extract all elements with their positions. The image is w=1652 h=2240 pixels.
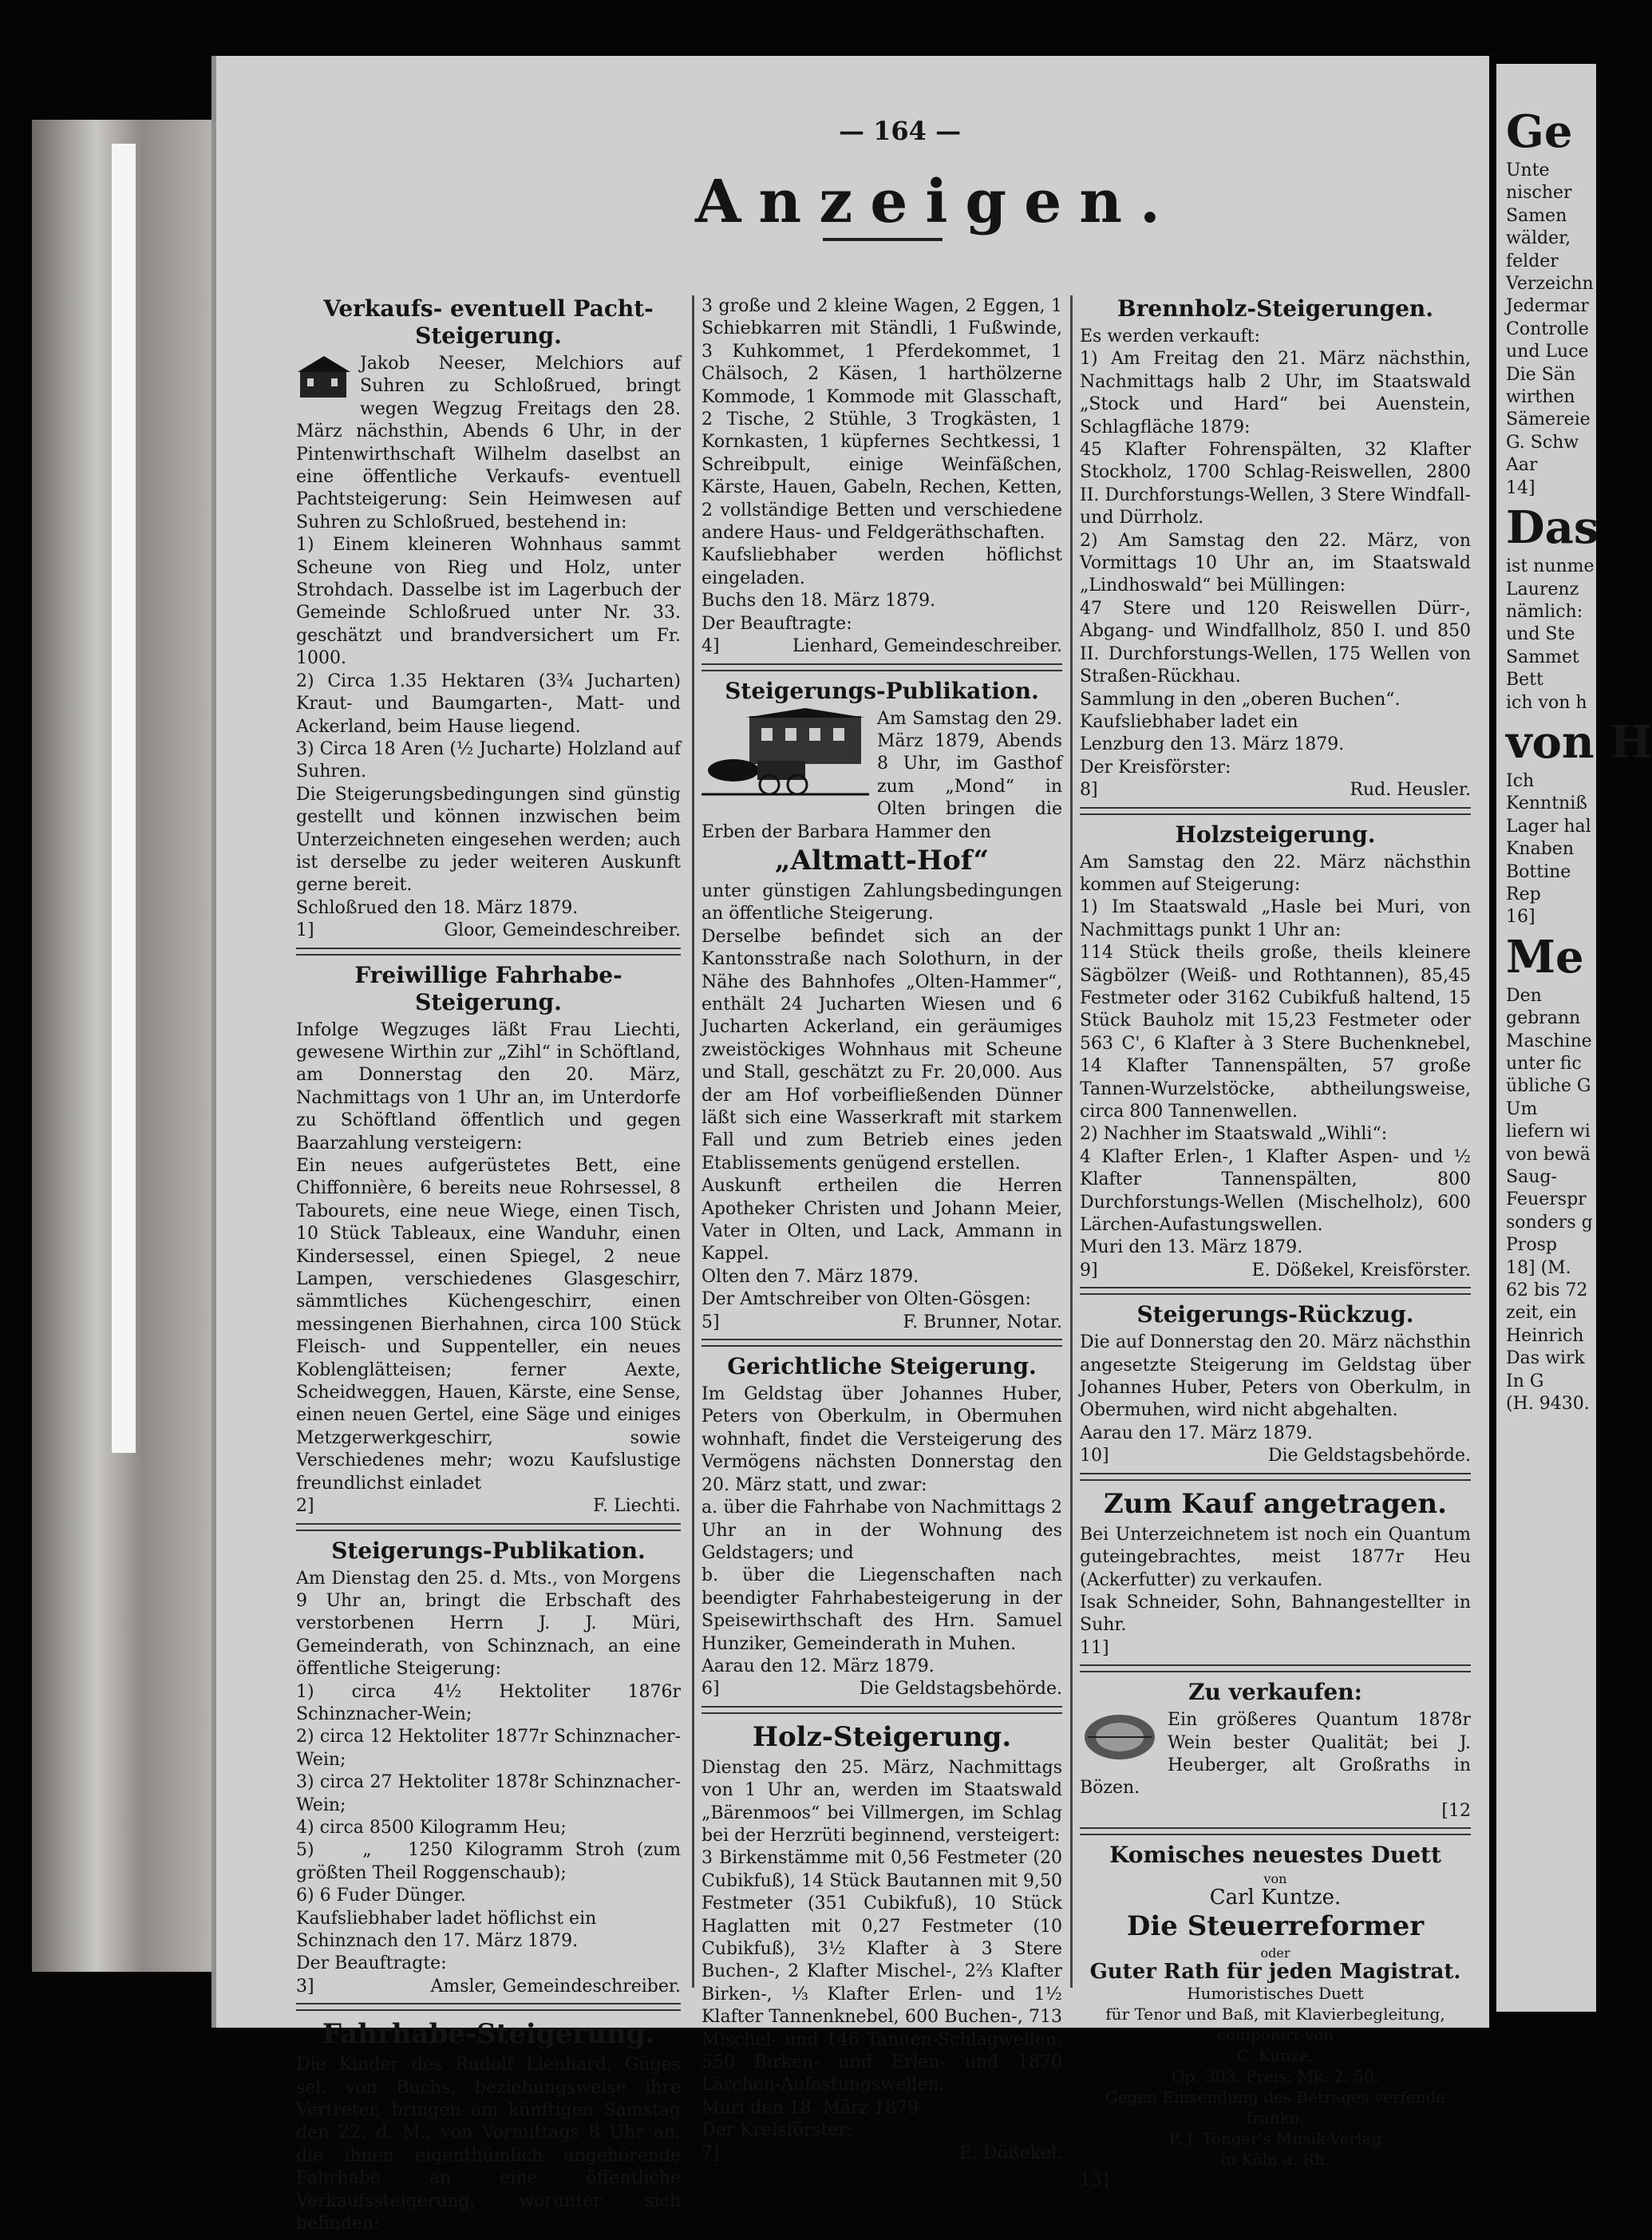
ad-gerichtliche-steigerung <box>702 1353 1062 1714</box>
ad-title: Steigerungs-Rückzug. <box>1136 1301 1414 1328</box>
next-page-fragment: Aar <box>1506 455 1538 476</box>
ad-number: 13] <box>1080 2170 1109 2191</box>
next-page-fragment: wälder, <box>1506 228 1571 249</box>
ad-signature: Die Geldstagsbehörde. <box>1267 1446 1471 1466</box>
ad-title: Gerichtliche Steigerung. <box>727 1353 1037 1380</box>
ad-number: [12 <box>1441 1800 1471 1821</box>
ad-zu-verkaufen <box>1080 1679 1476 1835</box>
ad-signature: F. Brunner, Notar. <box>903 1312 1062 1332</box>
title-underline <box>823 238 943 241</box>
next-page-fragment: In G <box>1506 1371 1544 1391</box>
next-page-fragment: Me <box>1506 930 1584 983</box>
next-page-fragment: übliche G <box>1506 1076 1591 1097</box>
next-page-fragment: wirthen <box>1506 387 1575 408</box>
ad-number: 5] <box>702 1312 720 1332</box>
ad-signature: Gloor, Gemeindeschreiber. <box>444 920 681 941</box>
next-page-fragment: nischer <box>1506 183 1572 204</box>
next-page-fragment: (H. 9430. <box>1506 1394 1590 1415</box>
column-2 <box>702 295 1068 2170</box>
ad-von: von <box>1263 1871 1287 1887</box>
ad-signature: Rud. Heusler. <box>1350 780 1471 801</box>
ad-body: Die Kinder des Rudolf Lienhard, Güges sel. von Buchs, beziehungsweise ihre Vertreter, bringen am künftigen Samstag den 22. d. M., von Vormittags 8 Uhr an, die ihnen eigenthümlich angehörende Fahrhabe an eine öffentliche Verkaufssteigerung, worunter sich befinden: <box>296 2055 686 2234</box>
ad-separator <box>1080 1287 1471 1295</box>
ad-holz-steigerung <box>702 1720 1062 2165</box>
next-page-fragment: sonders g <box>1506 1212 1593 1233</box>
next-page-fragment: Controlle <box>1506 319 1589 339</box>
next-page-fragment: 14] <box>1506 477 1535 498</box>
next-page-fragment: Das <box>1506 501 1599 555</box>
next-page-fragment: Feuerspr <box>1506 1189 1587 1210</box>
next-page-fragment: und Ste <box>1506 624 1575 645</box>
ad-number: 9] <box>1080 1260 1098 1280</box>
next-page-fragment: ich von h <box>1506 692 1587 713</box>
next-page-fragment: Sammet <box>1506 647 1579 667</box>
ad-number: 7] <box>702 2143 720 2163</box>
ad-separator <box>702 1339 1062 1347</box>
next-page-fragment: Saug- <box>1506 1167 1557 1188</box>
next-page-fragment: 62 bis 72 <box>1506 1280 1588 1301</box>
ad-fahrhabe-steigerung-2 <box>296 2017 686 2235</box>
ad-title: Verkaufs- eventuell Pacht-Steigerung. <box>323 295 654 349</box>
ad-separator <box>1080 807 1471 815</box>
ad-separator <box>1080 1664 1471 1672</box>
next-page-fragment: Laurenz <box>1506 579 1579 600</box>
horse-carriage-vignette-icon <box>702 708 869 796</box>
next-page-fragment: Verzeichn <box>1506 274 1594 295</box>
ad-body: 3 große und 2 kleine Wagen, 2 Eggen, 1 Schiebkarren mit Ständli, 1 Fußwinde, 3 Kuhkommet, 1 Pferdekommet, 1 Chälsoch, 2 Käsen, 1 harthölzerne Kommode, 1 Kommode mit Glasschaft, 2 Tische, 2 Stühle, 3 Trogkästen, 1 Kornkasten, 1 küpfernes Sechtkessi, 1 Schreibpult, einige Weinfäßchen, Kärste, Hauen, Gabeln, Rechen, Ketten, 2 vollständige Betten und verschiedene andere Haus- und Feldgeräthschaften. Kaufsliebhaber werden höflichst eingeladen. Buchs den 18. März 1879. Der Beauftragte: <box>702 296 1062 634</box>
page-number: — 164 — <box>839 116 962 146</box>
ad-title: Holz-Steigerung. <box>752 1720 1012 1753</box>
next-page-fragment: Bett <box>1506 670 1543 691</box>
ad-body: Im Geldstag über Johannes Huber, Peters von Oberkulm, in Obermuhen wohnhaft, findet die Versteigerung des Vermögens nächsten Donnerstag den 20. März statt, und zwar: a. über die Fahrhabe von Nachmittags 2 Uhr an in der Wohnung des Geldstagers; und b. über die Liegenschaften nach beendigter Fahrhabesteigerung in der Speisewirthschaft des Hrn. Samuel Hunziker, Gemeinderath in Muhen. Aarau den 12. März 1879. <box>702 1384 1062 1676</box>
next-page-fragment: Bottine <box>1506 861 1571 882</box>
ad-steigerungs-rueckzug <box>1080 1301 1471 1480</box>
next-page-fragment: 16] <box>1506 907 1535 928</box>
next-page-fragment: liefern wi <box>1506 1122 1591 1142</box>
next-page-fragment: Prosp <box>1506 1235 1557 1256</box>
ad-title: Komisches neuestes Duett <box>1109 1842 1441 1869</box>
ad-body: Am Samstag den 29. März 1879, Abends 8 Uhr, im Gasthof zum „Mond“ in Olten bringen die Erben der Barbara Hammer den <box>702 708 1068 842</box>
next-page-fragment: Maschine <box>1506 1031 1592 1051</box>
ad-number: 4] <box>702 636 720 657</box>
ad-signature: Die Geldstagsbehörde. <box>859 1679 1062 1700</box>
ad-number: 10] <box>1080 1446 1109 1466</box>
next-page-fragment: Kenntniß <box>1506 793 1587 814</box>
ad-separator <box>296 1523 681 1531</box>
next-page-fragment: 18] (M. <box>1506 1257 1571 1278</box>
page-title: Anzeigen. <box>695 168 1178 236</box>
ad-zum-kauf <box>1080 1487 1471 1672</box>
ad-body: Dienstag den 25. März, Nachmittags von 1 Uhr an, werden im Staatswald „Bärenmoos“ bei Villmergen, im Schlag bei der Herzrüti beginnend, versteigert: 3 Birkenstämme mit 0,56 Festmeter (20 Cubikfuß), 14 Stück Bautannen mit 9,50 Festmeter (351 Cubikfuß), 10 Stück Haglatten mit 0,27 Festmeter (10 Cubikfuß), 3½ Klafter à 3 Stere Buchen-, 2 Klafter Mischel-, 2⅔ Klafter Birken-, ⅓ Klafter Erlen- und 1½ Klafter Tannenknebel, 600 Buchen-, 713 Mischel- und 146 Tannen-Schlagwellen, 550 Birken- und Erlen- und 1870 Lärchen-Aufastungswellen. Muri den 18. März 1879. Der Kreisförster: <box>702 1757 1062 2141</box>
ad-steigerungs-publikation <box>296 1538 681 2012</box>
next-page-fragment: Rep <box>1506 884 1541 904</box>
ad-number: 6] <box>702 1679 720 1700</box>
ad-title: Steigerungs-Publikation. <box>331 1537 646 1564</box>
ad-signature: Amsler, Gemeindeschreiber. <box>430 1976 681 1997</box>
next-page-fragment: felder <box>1506 251 1559 271</box>
ad-body: Die auf Donnerstag den 20. März nächsthin angesetzte Steigerung im Geldstag über Johannes Huber, Peters von Oberkulm, in Obermuhen, wird nicht abgehalten. Aarau den 17. März 1879. <box>1080 1332 1471 1443</box>
ad-body: Infolge Wegzuges läßt Frau Liechti, gewesene Wirthin zur „Zihl“ in Schöftland, am Donnerstag den 20. März, Nachmittags von 1 Uhr an, im Unterdorfe zu Schöftland öffentlich und gegen Baarzahlung versteigern: Ein neues aufgerüstetes Bett, eine Chiffonnière, 6 bereits neue Rohrsessel, 8 Tabourets, eine neue Wiege, einen Tisch, 10 Stück Tableaux, eine Wanduhr, einen Kindersessel, einen Spiegel, 2 neue Lampen, verschiedenes Glasgeschirr, sämmtliches Küchengeschirr, einen messingenen Bierhahnen, circa 100 Stück Fleisch- und Suppenteller, ein neues Koblenglätteisen; ferner Aexte, Scheidweggen, Hauen, Kärste, eine Sense, einen neuen Gertel, eine Säge und einiges Metzgerwerkgeschirr, sowie Verschiedenes mehr; wozu Kaufslustige freundlichst einladet <box>296 1019 681 1494</box>
ad-separator <box>1080 1473 1471 1481</box>
next-page-fragment: Ich <box>1506 770 1535 791</box>
ad-body-continued: unter günstigen Zahlungsbedingungen an öffentliche Steigerung. Derselbe befindet sich an der Kantonsstraße nach Solothurn, in der Nähe des Bahnhofes „Olten-Hammer“, enthält 24 Jucharten Wiesen und 6 Jucharten Ackerland, ein geräumiges zweistöckiges Wohnhaus mit Scheune und Stall, geschätzt zu Fr. 20,000. Aus der am Hof vorbeifließenden Dünner läßt sich eine Wasserkraft mit starkem Fall und zum Betrieb eines jeden Etablissements genügend erstellen. Auskunft ertheilen die Herren Apotheker Christen und Johann Meier, Vater in Olten, und Lack, Ammann in Kappel. Olten den 7. März 1879. Der Amtschreiber von Olten-Gösgen: <box>702 881 1062 1310</box>
next-page-fragment: Den <box>1506 985 1542 1006</box>
ad-holzsteigerung <box>1080 821 1471 1296</box>
ad-komisches-duett <box>1080 1842 1471 2192</box>
ad-verkaufs-steigerung <box>296 295 681 956</box>
next-page-fragment: G. Schw <box>1506 432 1579 453</box>
next-page-edge <box>1496 64 1652 2012</box>
column-1 <box>296 295 686 2240</box>
ad-number: 11] <box>1080 1637 1109 1658</box>
ad-fahrhabe-steigerung <box>296 962 681 1531</box>
ad-number: 2] <box>296 1496 314 1517</box>
next-page-fragment: von H <box>1506 715 1652 769</box>
ad-body: Ein größeres Quantum 1878r Wein bester Qualität; bei J. Heuberger, alt Großraths in Bözen. <box>1080 1710 1476 1799</box>
next-page-fragment: Unte <box>1506 160 1550 180</box>
ad-separator <box>1080 1827 1471 1835</box>
ad-title: Fahrhabe-Steigerung. <box>322 2018 655 2051</box>
ad-subtitle: Guter Rath für jeden Magistrat. <box>1089 1959 1461 1984</box>
next-page-fragment: Die Sän <box>1506 364 1576 385</box>
next-page-fragment: gebrann <box>1506 1008 1581 1029</box>
ad-oder: oder <box>1260 1945 1290 1961</box>
next-page-text <box>1496 64 1652 1416</box>
ad-separator <box>702 663 1062 671</box>
next-page-fragment: zeit, ein <box>1506 1303 1577 1324</box>
next-page-fragment: Heinrich <box>1506 1325 1584 1346</box>
next-page-fragment: Um <box>1506 1098 1538 1119</box>
ad-title: Zum Kauf angetragen. <box>1104 1487 1447 1520</box>
spine-paper-edge <box>112 144 136 1453</box>
ad-place-date: Schloßrued den 18. März 1879. <box>296 897 579 918</box>
ad-number: 3] <box>296 1976 314 1997</box>
ad-body: Jakob Neeser, Melchiors auf Suhren zu Schloßrued, bringt wegen Wegzug Freitags den 28. März nächsthin, Abends 6 Uhr, in der Pintenwirthschaft Wilhelm daselbst an eine öffentliche Verkaufs- eventuell Pachtsteigerung: Sein Heimwesen auf Suhren zu Schloßrued, bestehend in: 1) Einem kleineren Wohnhaus sammt Scheune von Rieg und Holz, unter Strohdach. Dasselbe ist im Lagerbuch der Gemeinde Schloßrued unter Nr. 33. geschätzt und brandversichert um Fr. 1000. 2) Circa 1.35 Hektaren (3¾ Jucharten) Kraut- und Baumgarten-, Matt- und Ackerland, beim Hause liegend. 3) Circa 18 Aren (½ Jucharte) Holzland auf Suhren. Die Steigerungsbedingungen sind günstig gestellt und können inzwischen beim Unterzeichneten eingesehen werden; auch ist derselbe zu jeder weiteren Auskunft gerne bereit. <box>296 354 681 896</box>
ad-signature: F. Liechti. <box>593 1496 681 1517</box>
next-page-fragment: Samen <box>1506 205 1567 226</box>
column-divider <box>1070 295 1073 1988</box>
ad-title: Brennholz-Steigerungen. <box>1116 295 1434 322</box>
column-3 <box>1080 295 1476 2197</box>
house-vignette-icon <box>296 353 352 401</box>
column-divider <box>692 295 694 1988</box>
next-page-fragment: Lager hal <box>1506 816 1591 837</box>
next-page-fragment: von bewä <box>1506 1144 1591 1165</box>
next-page-fragment: und Luce <box>1506 342 1589 362</box>
ad-body: Am Dienstag den 25. d. Mts., von Morgens 9 Uhr an, bringt die Erbschaft des verstorbenen Herrn J. J. Müri, Gemeinderath, von Schinznach, an eine öffentliche Steigerung: 1) circa 4½ Hektoliter 1876r Schinznacher-Wein; 2) circa 12 Hektoliter 1877r Schinznacher-Wein; 3) circa 27 Hektoliter 1878r Schinznacher-Wein; 4) circa 8500 Kilogramm Heu; 5) „ 1250 Kilogramm Stroh (zum größten Theil Roggenschaub); 6) 6 Fuder Dünger. Kaufsliebhaber ladet höflichst ein Schinznach den 17. März 1879. Der Beauftragte: <box>296 1568 681 1974</box>
ad-separator <box>296 2003 681 2011</box>
ad-signature: Lienhard, Gemeindeschreiber. <box>792 636 1062 657</box>
ad-body: Am Samstag den 22. März nächsthin kommen auf Steigerung: 1) Im Staatswald „Hasle bei Muri, von Nachmittags punkt 1 Uhr an: 114 Stück theils große, theils kleinere Sägbölzer (Weiß- und Rothtannen), 85,45 Festmeter oder 3162 Cubikfuß haltend, 15 Stück Bauholz mit 15,23 Festmeter oder 563 C', 6 Klafter à 3 Stere Buchenknebel, 14 Klafter Tannenspälten, 57 große Tannen-Wurzelstöcke, abtheilungsweise, circa 800 Tannenwellen. 2) Nachher im Staatswald „Wihli“: 4 Klafter Erlen-, 1 Klafter Aspen- und ½ Klafter Tannenspälten, 800 Durchforstungs-Wellen (Mischelholz), 600 Lärchen-Aufastungswellen. Muri den 13. März 1879. <box>1080 852 1471 1258</box>
ad-brennholz-steigerungen <box>1080 295 1471 815</box>
ad-number: 1] <box>296 920 314 941</box>
ad-highlight: „Altmatt-Hof“ <box>774 844 990 877</box>
ad-body: Humoristisches Duett für Tenor und Baß, mit Klavierbegleitung, componirt von C. Kunze. Op. 303. Preis: Mk. 2. 50. Gegen Einsendung des Betrages verfende franko. P. J. Tonger's Musik-Verlag in Köln a. Rh. <box>1105 1983 1446 2169</box>
ad-body: Bei Unterzeichnetem ist noch ein Quantum guteingebrachtes, meist 1877r Heu (Ackerfutter) zu verkaufen. Isak Schneider, Sohn, Bahnangestellter in Suhr. <box>1080 1524 1471 1636</box>
next-page-fragment: Das wirk <box>1506 1348 1585 1369</box>
ad-separator <box>296 948 681 956</box>
ad-signature: E. Dößekel. <box>958 2143 1062 2163</box>
ad-altmatt-hof <box>702 677 1068 1348</box>
next-page-fragment: Ge <box>1506 105 1573 158</box>
next-page-fragment: ist nunme <box>1506 556 1595 577</box>
wine-barrel-vignette-icon <box>1080 1709 1160 1765</box>
ad-title: Freiwillige Fahrhabe-Steigerung. <box>354 961 622 1015</box>
newspaper-page <box>211 56 1489 2234</box>
ad-body: Es werden verkauft: 1) Am Freitag den 21. März nächsthin, Nachmittags halb 2 Uhr, im Staatswald „Stock und Hard“ bei Auenstein, Schlagfläche 1879: 45 Klafter Fohrenspälten, 32 Klafter Stockholz, 1700 Schlag-Reiswellen, 2800 II. Durchforstungs-Wellen, 3 Stere Windfall- und Dürrholz. 2) Am Samstag den 22. März, von Vormittags 10 Uhr an, im Staatswald „Lindhoswald“ bei Müllingen: 47 Stere und 120 Reiswellen Dürr-, Abgang- und Windfallholz, 850 I. und 850 II. Durchforstungs-Wellen, 175 Wellen von Straßen-Rückhau. Sammlung in den „oberen Buchen“. Kaufsliebhaber ladet ein Lenzburg den 13. März 1879. Der Kreisförster: <box>1080 327 1471 778</box>
ad-title: Holzsteigerung. <box>1175 821 1376 848</box>
ad-fahrhabe-continued <box>702 295 1062 671</box>
ad-number: 8] <box>1080 780 1098 801</box>
next-page-fragment: unter fic <box>1506 1054 1582 1074</box>
ad-title: Zu verkaufen: <box>1188 1679 1362 1706</box>
ad-big-title: Die Steuerreformer <box>1126 1910 1425 1942</box>
ad-composer: Carl Kuntze. <box>1209 1886 1342 1910</box>
next-page-fragment: Jedermar <box>1506 296 1589 317</box>
ad-title: Steigerungs-Publikation. <box>725 677 1039 704</box>
next-page-fragment: Knaben <box>1506 839 1574 860</box>
ad-signature: E. Dößekel, Kreisförster. <box>1251 1260 1471 1280</box>
next-page-fragment: nämlich: <box>1506 601 1583 622</box>
next-page-fragment: Sämereie <box>1506 410 1591 430</box>
ad-separator <box>702 1706 1062 1714</box>
